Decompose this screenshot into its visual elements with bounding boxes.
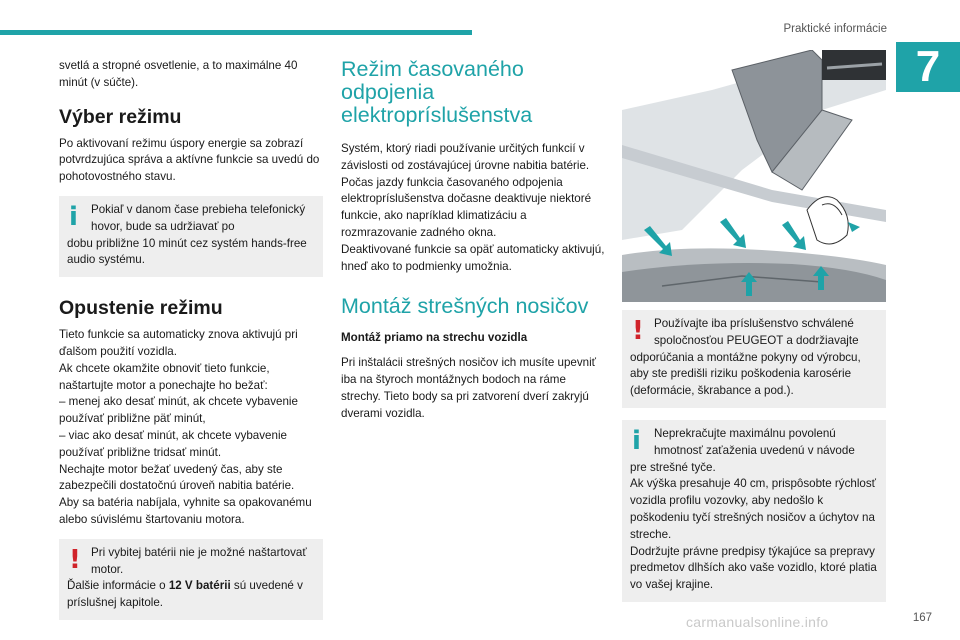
note-text-rest: dobu približne 10 minút cez systém hands-free audio systému. [67,236,307,267]
column-1 [59,58,323,632]
note-text-first: Pokiaľ v danom čase prebieha telefonický hovor, bude sa udržiavať po [91,202,306,233]
section-title-exit-mode: Opustenie režimu [59,297,223,320]
note-text-rest: pre strešné tyče. Ak výška presahuje 40 cm, prispôsobte rýchlosť vozidla profilu vozovky, aby nedošlo k poškodeniu tyčí strešných nosičov a úchytov na streche. Dodržujte právne predpisy týkajúce sa prepravy predmetov dlhších ako vaše vozidlo, ktoré platia vo vašej krajine. [630,460,877,592]
note-text-first: Pri vybitej batérii nie je možné naštartovať motor. [91,545,307,576]
subsection-title-direct-mount: Montáž priamo na strechu vozidla [341,331,528,345]
section-title-roof-racks: Montáž strešných nosičov [341,294,589,319]
column-3 [622,50,886,614]
info-note-load [622,420,886,602]
timed-disconnect-text: Systém, ktorý riadi používanie určitých funkcií v závislosti od zostávajúcej úrovne nabitia batérie. Počas jazdy funkcia časovaného odpojenia elektropríslušenstva dočasne deaktivuje niektoré funkcie, ako napríklad klimatizáciu a rozmrazovanie zadného okna. Deaktivované funkcie sa opäť automaticky aktivujú, hneď ako to podmienky umožnia. [341,142,605,273]
page-number: 167 [912,612,932,624]
info-icon: i [632,425,641,456]
warning-note-accessories [622,310,886,408]
note-text-rest: Ďalšie informácie o 12 V batérii sú uvedené v príslušnej kapitole. [67,579,303,610]
select-mode-text: Po aktivovaní režimu úspory energie sa zobrazí potvrdzujúca správa a aktívne funkcie sa uvedú do pohotovostného stavu. [59,136,320,184]
warning-icon: ! [69,544,81,575]
note-text-first: Neprekračujte maximálnu povolenú hmotnosť zaťaženia uvedenú v návode [654,426,855,457]
intro-paragraph: svetlá a stropné osvetlenie, a to maximálne 40 minút (v súčte). [59,59,298,89]
section-title-select-mode: Výber režimu [59,105,182,128]
warning-icon: ! [632,316,644,346]
info-icon: i [69,201,78,232]
header-title: Praktické informácie [783,23,887,35]
info-note-call [59,196,323,277]
roof-rack-mounting-illustration [622,50,886,302]
watermark: carmanualsonline.info [686,614,829,630]
header-accent-bar [0,30,472,35]
exit-mode-text: Tieto funkcie sa automaticky znova aktivujú pri ďalšom použití vozidla. Ak chcete okamžite obnoviť tieto funkcie, naštartujte motor a ponechajte ho bežať: – menej ako desať minút, ak chcete vybavenie používať približne päť minút, – viac ako desať minút, ak chcete vybavenie používať približne tridsať minút. Nechajte motor bežať uvedený čas, aby ste zabezpečili dostatočnú úroveň nabitia batérie. Aby sa batéria nabíjala, vyhnite sa opakovanému alebo súvislému štartovaniu motora. [59,328,312,526]
note-text-rest: odporúčania a montážne pokyny od výrobcu, aby ste predišli riziku poškodenia karosérie (deformácie, škrabance a pod.). [630,350,861,398]
chapter-badge: 7 [896,42,960,92]
warning-note-battery [59,539,323,620]
direct-mount-text: Pri inštalácii strešných nosičov ich musíte upevniť iba na štyroch montážnych bodoch na ráme strechy. Tieto body sa pri zatvorení dverí zakryjú dverami vozidla. [341,356,597,420]
section-title-timed-disconnect: Režim časovaného odpojenia elektropríslušenstva [341,57,533,127]
note-text-first: Používajte iba príslušenstvo schválené spoločnosťou PEUGEOT a dodržiavajte [654,317,859,347]
column-2 [341,58,605,426]
